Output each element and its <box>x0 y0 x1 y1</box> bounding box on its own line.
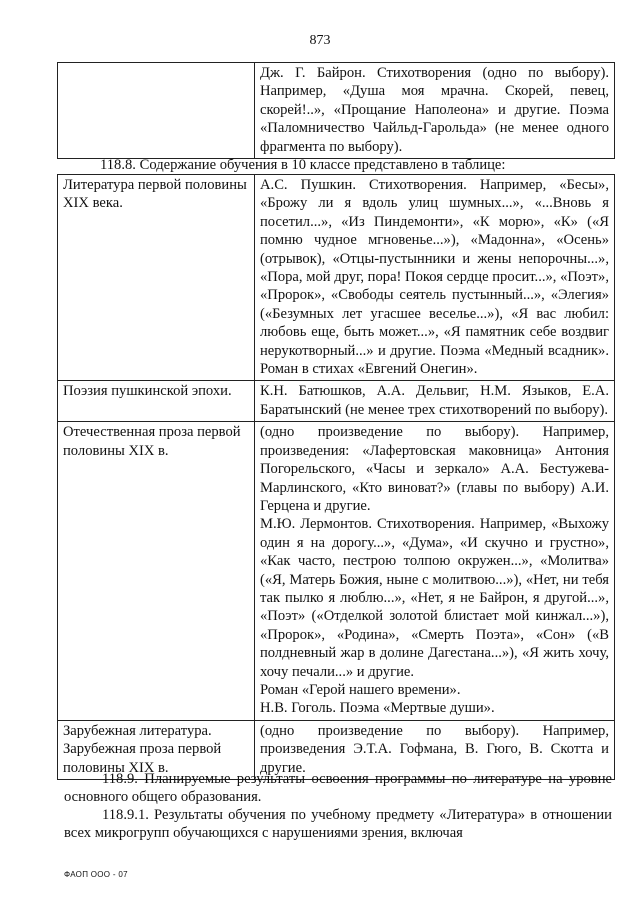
table-cell-col2: К.Н. Батюшков, А.А. Дельвиг, Н.М. Языков, Е.А. Баратынский (не менее трех стихотворений по выбору). <box>255 381 615 422</box>
paragraph-118-9: 118.9. Планируемые результаты освоения программы по литературе на уровне основного общего образования. <box>64 771 612 806</box>
table-cell-col1: Отечественная проза первой половины XIX в. <box>58 422 255 721</box>
table-caption: 118.8. Содержание обучения в 10 классе представлено в таблице: <box>100 157 506 173</box>
table-main <box>57 174 615 780</box>
table-row <box>58 63 615 159</box>
cell-paragraph: Н.В. Гоголь. Поэма «Мертвые души». <box>260 700 495 717</box>
table-top <box>57 62 615 159</box>
cell-line: Зарубежная литература. <box>63 722 212 739</box>
page-number: 873 <box>309 33 331 48</box>
table-row <box>58 175 615 381</box>
table-cell-col2: А.С. Пушкин. Стихотворения. Например, «Бесы», «Брожу ли я вдоль улиц шумных...», «...Вновь я посетил...», «Из Пиндемонти», «К морю», «К» («Я помню чудное мгновенье...»), «Мадонна», «Осень» (отрывок), «Отцы-пустынники и жены непорочны...», «Пора, мой друг, пора! Покоя сердце просит...», «Поэт», «Пророк», «Свободы сеятель пустынный...», «Элегия» («Безумных лет угасшее веселье...»), «Я вас любил: любовь еще, быть может...», «Я памятник себе воздвиг нерукотворный...» и другие. Поэма «Медный всадник». Роман в стихах «Евгений Онегин». <box>255 175 615 381</box>
table-cell-col2: Дж. Г. Байрон. Стихотворения (одно по выбору). Например, «Душа моя мрачна. Скорей, певец, скорей!..», «Прощание Наполеона» и другие. Поэма «Паломничество Чайльд-Гарольда» (не менее одного фрагмента по выбору). <box>255 63 615 159</box>
cell-line: Зарубежная проза первой половины XIX в. <box>63 741 222 776</box>
cell-paragraph: М.Ю. Лермонтов. Стихотворения. Например, «Выхожу один я на дорогу...», «Дума», «И скучно и грустно», «Как часто, пестрою толпою окружен...», «Молитва» («Я, Матерь Божия, ныне с молитвою...»), «Нет, ни тебя так пылко я люблю...», «Нет, я не Байрон, я другой...», «Поэт» («Отделкой золотой блистает мой кинжал...»), «Пророк», «Родина», «Смерть Поэта», «Сон» («В полдневный жар в долине Дагестана...»), «Я жить хочу, хочу печали...» и другие. <box>260 516 609 680</box>
table-cell-col1: Литература первой половины XIX века. <box>58 175 255 381</box>
table-cell-col2 <box>255 422 615 721</box>
cell-paragraph: (одно произведение по выбору). Например, произведения: «Лафертовская маковница» Антония Погорельского, «Часы и зеркало» А.А. Бестужева-Марлинского, «Кто виноват?» (главы по выбору) А.И. Герцена и другие. <box>260 424 609 514</box>
table-row <box>58 381 615 422</box>
table-cell-col1: Поэзия пушкинской эпохи. <box>58 381 255 422</box>
table-cell-col1 <box>58 63 255 159</box>
cell-paragraph: Роман «Герой нашего времени». <box>260 681 461 698</box>
paragraph-118-9-1: 118.9.1. Результаты обучения по учебному предмету «Литература» в отношении всех микрогрупп обучающихся с нарушениями зрения, включая <box>64 807 612 842</box>
footer-doc-code: ФАОП ООО - 07 <box>64 870 128 879</box>
table-cell-col2: (одно произведение по выбору). Например, произведения Э.Т.А. Гофмана, В. Гюго, В. Скотта и другие. <box>255 720 615 779</box>
table-row <box>58 422 615 721</box>
